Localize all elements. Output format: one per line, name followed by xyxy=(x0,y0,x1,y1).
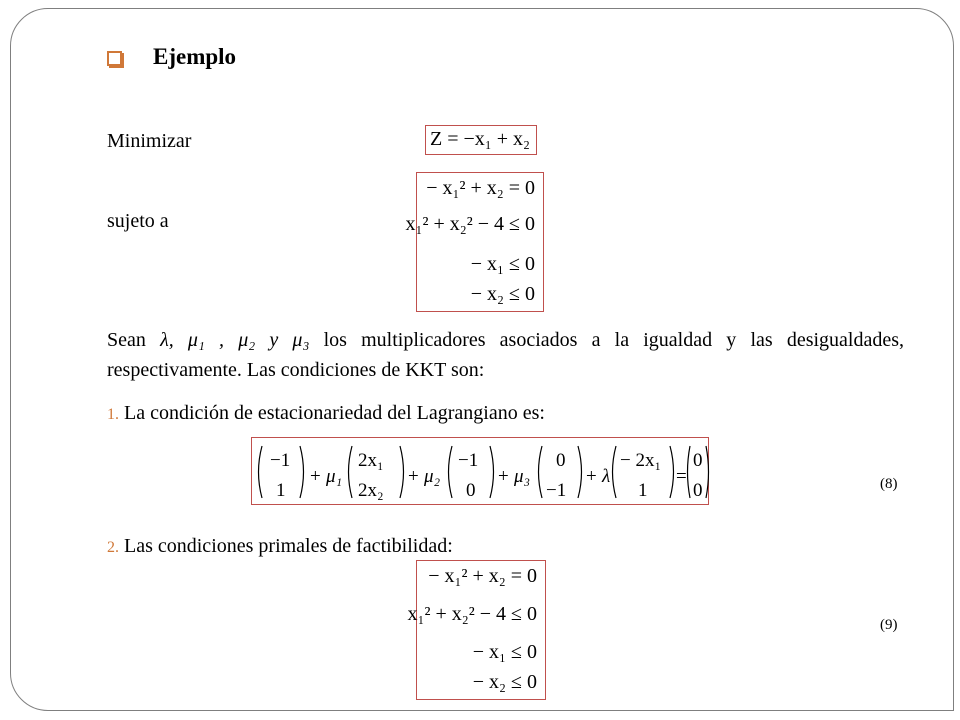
multiplier-symbols: λ, μ₁ , μ₂ y μ₃ xyxy=(160,329,310,351)
svg-text:+: + xyxy=(498,466,509,487)
list-number-1: 1. xyxy=(107,406,119,423)
kkt-intro-paragraph xyxy=(107,325,904,385)
stationarity-box xyxy=(251,437,709,505)
equation-number-8: (8) xyxy=(880,476,898,492)
mu3-symbol: μ₃ xyxy=(514,466,531,487)
v4-bottom: 1 xyxy=(638,480,648,501)
feasibility-2: x₁² + x₂² − 4 ≤ 0 xyxy=(407,603,537,625)
equation-number-9: (9) xyxy=(880,617,898,633)
svg-text:+: + xyxy=(310,466,321,487)
constraint-1: − x₁² + x₂ = 0 xyxy=(426,177,535,199)
objective-box xyxy=(425,125,537,155)
para-sean: Sean xyxy=(107,329,146,351)
v3-top: 0 xyxy=(556,450,566,471)
feasibility-4: − x₂ ≤ 0 xyxy=(472,671,537,693)
mu1-symbol: μ₁ xyxy=(326,466,343,487)
constraint-2: x₁² + x₂² − 4 ≤ 0 xyxy=(405,213,535,235)
v2-bottom: 0 xyxy=(466,480,476,501)
svg-text:+: + xyxy=(586,466,597,487)
mu2-symbol: μ₂ xyxy=(424,466,441,487)
objective-formula: Z = −x₁ + x₂ xyxy=(430,128,530,150)
subject-to-label: sujeto a xyxy=(107,210,169,232)
svg-text:+: + xyxy=(408,466,419,487)
v0-top: −1 xyxy=(270,450,291,471)
constraints-box xyxy=(405,172,544,312)
v1-top: 2x₁ xyxy=(358,450,384,471)
checkbox-bullet-icon xyxy=(107,51,122,66)
v2-top: −1 xyxy=(458,450,479,471)
list-text-2: Las condiciones primales de factibilidad: xyxy=(124,535,453,557)
constraint-3: − x₁ ≤ 0 xyxy=(470,253,535,275)
v3-bottom: −1 xyxy=(546,480,567,501)
list-number-2: 2. xyxy=(107,539,119,556)
slide-heading: Ejemplo xyxy=(153,44,237,69)
feasibility-1: − x₁² + x₂ = 0 xyxy=(428,565,537,587)
list-item-2 xyxy=(107,535,453,558)
v0-bottom: 1 xyxy=(276,480,286,501)
rhs-bottom: 0 xyxy=(693,480,703,501)
list-item-1 xyxy=(107,402,545,425)
v4-top: − 2x₁ xyxy=(620,450,662,471)
lambda-symbol: λ xyxy=(602,466,611,487)
rhs-top: 0 xyxy=(693,450,703,471)
v1-bottom: 2x₂ xyxy=(358,480,384,501)
feasibility-box xyxy=(407,560,546,700)
minimize-label: Minimizar xyxy=(107,130,192,152)
constraint-4: − x₂ ≤ 0 xyxy=(470,283,535,305)
stationarity-equation xyxy=(252,438,710,506)
feasibility-3: − x₁ ≤ 0 xyxy=(472,641,537,663)
svg-text:=: = xyxy=(676,466,687,487)
list-text-1: La condición de estacionariedad del Lagrangiano es: xyxy=(124,402,545,424)
para-rest: los multiplicadores asociados a la igualdad y las desigualdades, respectivamente. Las condiciones de KKT son: xyxy=(107,329,905,381)
